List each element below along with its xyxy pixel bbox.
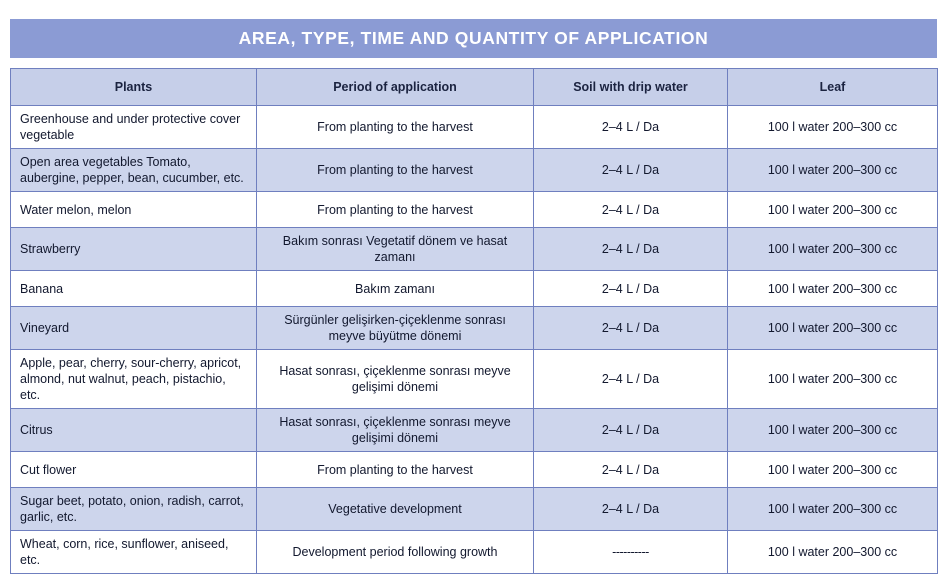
- table-row: [11, 409, 938, 452]
- cell-period: [257, 228, 534, 271]
- cell-leaf: [728, 149, 938, 192]
- cell-leaf: [728, 228, 938, 271]
- cell-text: 100 l water 200–300 cc: [767, 321, 898, 335]
- cell-period: [257, 452, 534, 488]
- cell-text: Water melon, melon: [20, 202, 132, 217]
- application-table: [10, 68, 938, 574]
- table-row: [11, 192, 938, 228]
- cell-text: 2–4 L / Da: [601, 242, 660, 256]
- cell-leaf: [728, 106, 938, 149]
- cell-soil: [534, 531, 728, 574]
- cell-period: [257, 409, 534, 452]
- cell-text: Banana: [20, 281, 64, 296]
- cell-text: Greenhouse and under protective cover vegetable: [20, 112, 241, 142]
- cell-text: 2–4 L / Da: [601, 423, 660, 437]
- cell-text: 100 l water 200–300 cc: [767, 242, 898, 256]
- cell-plants: [11, 531, 257, 574]
- cell-text: Apple, pear, cherry, sour-cherry, apricot, almond, nut walnut, peach, pistachio, etc.: [20, 356, 242, 402]
- column-header-leaf: Leaf: [728, 69, 938, 106]
- cell-text: Bakım sonrası Vegetatif dönem ve hasat zamanı: [282, 234, 508, 264]
- cell-soil: [534, 452, 728, 488]
- cell-text: 100 l water 200–300 cc: [767, 372, 898, 386]
- cell-text: Development period following growth: [292, 545, 498, 559]
- table-row: [11, 452, 938, 488]
- cell-period: [257, 531, 534, 574]
- cell-text: 100 l water 200–300 cc: [767, 202, 898, 217]
- cell-text: 2–4 L / Da: [601, 321, 660, 335]
- cell-plants: [11, 307, 257, 350]
- cell-leaf: [728, 350, 938, 409]
- table-header: [11, 69, 938, 106]
- table-header-row: [11, 69, 938, 106]
- cell-period: [257, 192, 534, 228]
- table-row: [11, 531, 938, 574]
- cell-period: [257, 106, 534, 149]
- cell-plants: [11, 350, 257, 409]
- cell-text: Hasat sonrası, çiçeklenme sonrası meyve gelişimi dönemi: [279, 364, 511, 394]
- cell-leaf: [728, 409, 938, 452]
- cell-soil: [534, 488, 728, 531]
- cell-soil: [534, 350, 728, 409]
- cell-text: Sugar beet, potato, onion, radish, carrot, garlic, etc.: [20, 494, 244, 524]
- cell-text: Cut flower: [20, 462, 77, 477]
- cell-period: [257, 488, 534, 531]
- cell-soil: [534, 307, 728, 350]
- table-row: [11, 228, 938, 271]
- cell-text: 2–4 L / Da: [601, 120, 660, 134]
- cell-period: [257, 350, 534, 409]
- table-row: [11, 350, 938, 409]
- column-header-plants: Plants: [11, 69, 257, 106]
- cell-soil: [534, 149, 728, 192]
- cell-soil: [534, 228, 728, 271]
- cell-text: 100 l water 200–300 cc: [767, 462, 898, 477]
- cell-text: Bakım zamanı: [355, 281, 435, 296]
- cell-text: 2–4 L / Da: [601, 462, 660, 477]
- cell-period: [257, 307, 534, 350]
- cell-text: 100 l water 200–300 cc: [767, 502, 898, 516]
- table-row: [11, 149, 938, 192]
- cell-leaf: [728, 307, 938, 350]
- cell-plants: [11, 192, 257, 228]
- cell-text: Vineyard: [20, 321, 70, 335]
- cell-text: Strawberry: [20, 242, 81, 256]
- cell-text: From planting to the harvest: [317, 163, 473, 177]
- page-title: AREA, TYPE, TIME AND QUANTITY OF APPLICATION: [238, 28, 709, 48]
- cell-text: Citrus: [20, 423, 53, 437]
- cell-text: 100 l water 200–300 cc: [767, 281, 898, 296]
- cell-leaf: [728, 192, 938, 228]
- cell-leaf: [728, 271, 938, 307]
- cell-leaf: [728, 452, 938, 488]
- cell-period: [257, 149, 534, 192]
- cell-text: Open area vegetables Tomato, aubergine, pepper, bean, cucumber, etc.: [20, 155, 244, 185]
- table-row: [11, 488, 938, 531]
- cell-text: From planting to the harvest: [317, 202, 473, 217]
- cell-leaf: [728, 488, 938, 531]
- cell-plants: [11, 228, 257, 271]
- cell-text: 2–4 L / Da: [601, 281, 660, 296]
- column-header-soil: Soil with drip water: [534, 69, 728, 106]
- cell-leaf: [728, 531, 938, 574]
- cell-text: 100 l water 200–300 cc: [767, 120, 898, 134]
- cell-plants: [11, 271, 257, 307]
- cell-plants: [11, 149, 257, 192]
- table-title-bar: [10, 19, 937, 58]
- cell-soil: [534, 192, 728, 228]
- table-row: [11, 307, 938, 350]
- table-row: [11, 271, 938, 307]
- cell-text: 100 l water 200–300 cc: [767, 423, 898, 437]
- cell-text: From planting to the harvest: [317, 120, 473, 134]
- cell-text: Hasat sonrası, çiçeklenme sonrası meyve gelişimi dönemi: [279, 415, 511, 445]
- cell-text: 2–4 L / Da: [601, 502, 660, 516]
- cell-plants: [11, 488, 257, 531]
- cell-plants: [11, 452, 257, 488]
- cell-soil: [534, 409, 728, 452]
- cell-text: From planting to the harvest: [317, 462, 473, 477]
- cell-period: [257, 271, 534, 307]
- cell-soil: [534, 271, 728, 307]
- cell-plants: [11, 106, 257, 149]
- cell-text: ----------: [612, 545, 649, 559]
- table-body: [11, 106, 938, 574]
- cell-text: 2–4 L / Da: [601, 202, 660, 217]
- cell-text: Wheat, corn, rice, sunflower, aniseed, etc.: [20, 537, 229, 567]
- cell-text: 100 l water 200–300 cc: [767, 163, 898, 177]
- cell-text: 2–4 L / Da: [601, 372, 660, 386]
- table-row: [11, 106, 938, 149]
- column-header-period: Period of application: [257, 69, 534, 106]
- cell-text: Sürgünler gelişirken-çiçeklenme sonrası meyve büyütme dönemi: [284, 313, 506, 343]
- cell-soil: [534, 106, 728, 149]
- cell-text: Vegetative development: [328, 502, 462, 516]
- cell-text: 100 l water 200–300 cc: [767, 545, 898, 559]
- cell-plants: [11, 409, 257, 452]
- cell-text: 2–4 L / Da: [601, 163, 660, 177]
